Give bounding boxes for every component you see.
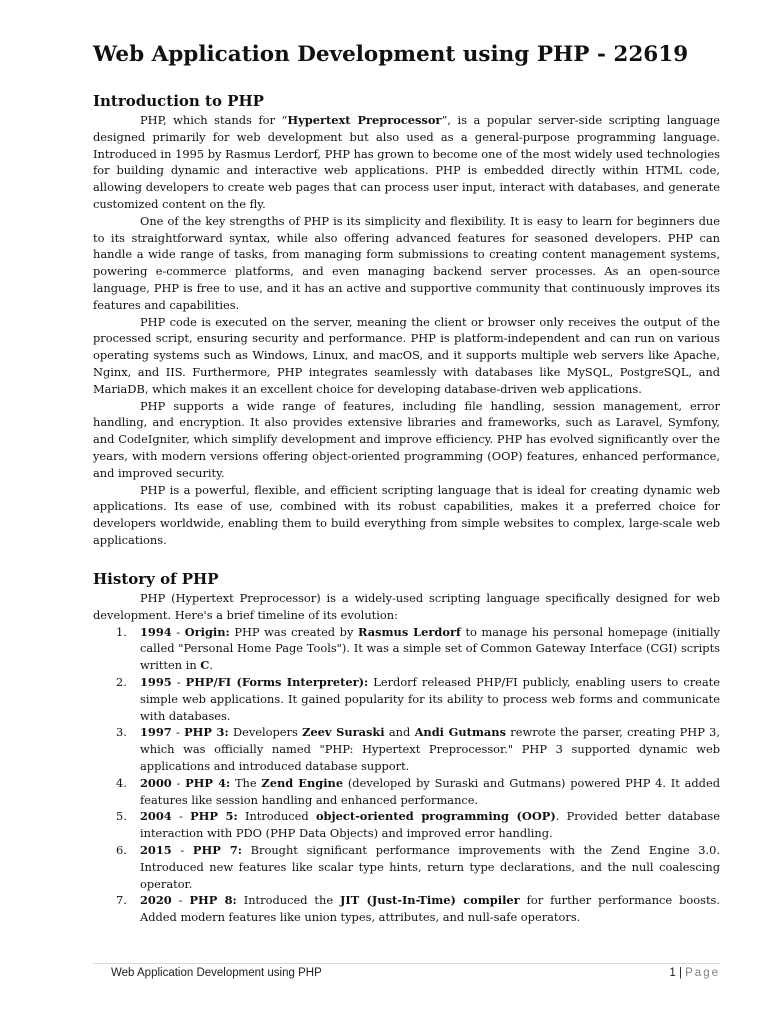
list-number: 5. <box>116 809 127 824</box>
list-number: 7. <box>116 893 127 908</box>
text-run: ”, is a popular server-side scripting language designed primarily for web development but also used as a general-purpose programming language. Introduced in 1995 by Rasmus Lerdorf, PHP has grown to become one of the most widely used technologies for building dynamic and interactive web applications. PHP is embedded directly within HTML code, allowing developers to create web pages that can process user input, interact with databases, and generate customized content on the fly. <box>93 113 721 211</box>
page-number-value: 1 <box>669 967 676 979</box>
text-run: - <box>171 624 185 639</box>
timeline-year: 2015 <box>140 842 172 857</box>
text-run: and <box>384 725 415 740</box>
text-run: - <box>171 674 186 689</box>
text-run: Lerdorf released PHP/FI publicly, enabling users to create simple web applications. It gained popularity for its ability to process web forms and communicate with databases. <box>140 674 721 723</box>
timeline-label: PHP 8: <box>189 893 237 908</box>
text-run: PHP was created by <box>229 624 358 639</box>
text-run: - <box>171 842 193 857</box>
history-heading: History of PHP <box>93 570 219 588</box>
text-run: Brought significant performance improvements with the Zend Engine 3.0. Introduced new features like scalar type hints, return type declarations, and the null coalescing operator. <box>140 842 720 891</box>
text-run: - <box>171 809 191 824</box>
timeline-label: PHP 4: <box>185 775 231 790</box>
page-number <box>669 967 720 979</box>
timeline-label: PHP 7: <box>192 842 242 857</box>
text-run: PHP, which stands for “ <box>140 113 288 127</box>
page-word: Page <box>685 967 720 979</box>
text-run: - <box>171 893 190 908</box>
intro-paragraph-4: PHP supports a wide range of features, including file handling, session management, error handling, and encryption. It also provides extensive libraries and frameworks, such as Laravel, Symfony, and CodeIgniter, which simplify development and improve efficiency. PHP has evolved significantly over the years, with modern versions offering object-oriented programming (OOP) features, enhanced performance, and improved security. <box>93 398 720 480</box>
timeline-item <box>93 624 720 674</box>
text-run: Developers <box>228 725 303 740</box>
text-run: to manage his personal homepage (initially called "Personal Home Page Tools"). It was a simple set of Common Gateway Interface (CGI) scripts written in <box>140 624 720 673</box>
intro-heading: Introduction to PHP <box>93 92 264 110</box>
text-run: (developed by Suraski and Gutmans) powered PHP 4. It added features like session handling and enhanced performance. <box>140 775 720 807</box>
text-run: The <box>230 775 262 790</box>
timeline-item <box>93 808 720 842</box>
intro-paragraph-2: One of the key strengths of PHP is its simplicity and flexibility. It is easy to learn for beginners due to its straightforward syntax, while also offering advanced features for seasoned developers. PHP can handle a wide range of tasks, from managing form submissions to creating content management systems, powering e-commerce platforms, and even managing backend server processes. As an open-source language, PHP is free to use, and it has an active and supportive community that continuously improves its features and capabilities. <box>93 213 720 312</box>
bold-term: Andi Gutmans <box>414 725 506 740</box>
intro-paragraph-5: PHP is a powerful, flexible, and efficient scripting language that is ideal for creating dynamic web applications. Its ease of use, combined with its robust capabilities, makes it a preferred choice for developers worldwide, enabling them to build everything from simple websites to complex, large-scale web applications. <box>93 482 720 547</box>
intro-section <box>93 112 720 549</box>
list-number: 6. <box>116 842 127 857</box>
text-run: - <box>171 725 185 740</box>
timeline-label: PHP 5: <box>190 809 238 824</box>
timeline-year: 1994 <box>140 624 172 639</box>
timeline-label: Origin: <box>184 624 230 639</box>
bold-term: Zeev Suraski <box>302 725 385 740</box>
list-number: 2. <box>116 674 127 689</box>
bold-term: Hypertext Preprocessor <box>287 113 442 127</box>
timeline-year: 2004 <box>140 809 172 824</box>
text-run: . <box>209 658 213 673</box>
timeline-item <box>93 724 720 774</box>
list-number: 4. <box>116 775 127 790</box>
timeline-year: 2000 <box>140 775 172 790</box>
timeline-label: PHP 3: <box>184 725 229 740</box>
timeline-year: 2020 <box>140 893 172 908</box>
history-lead: PHP (Hypertext Preprocessor) is a widely-used scripting language specifically designed for web development. Here's a brief timeline of its evolution: <box>93 591 720 622</box>
page-footer <box>93 963 720 986</box>
timeline-year: 1997 <box>140 725 172 740</box>
text-run: for further performance boosts. Added modern features like union types, attributes, and null-safe operators. <box>140 893 721 925</box>
bold-term: object-oriented programming (OOP) <box>315 809 556 824</box>
bold-term: Rasmus Lerdorf <box>357 624 461 639</box>
timeline-list <box>93 624 720 926</box>
bold-term: JIT (Just-In-Time) compiler <box>340 893 520 908</box>
history-section <box>93 590 720 926</box>
text-run: rewrote the parser, creating PHP 3, which was officially named "PHP: Hypertext Preprocessor." PHP 3 supported dynamic web applications and introduced database support. <box>140 725 720 773</box>
text-run: Introduced the <box>236 893 341 908</box>
timeline-item <box>93 892 720 926</box>
text-run: Introduced <box>237 809 316 824</box>
bold-term: C <box>200 658 210 673</box>
intro-paragraph-3: PHP code is executed on the server, meaning the client or browser only receives the output of the processed script, ensuring security and performance. PHP is platform-independent and can run on various operating systems such as Windows, Linux, and macOS, and it supports multiple web servers like Apache, Nginx, and IIS. Furthermore, PHP integrates seamlessly with databases like MySQL, PostgreSQL, and MariaDB, which makes it an excellent choice for developing database-driven web applications. <box>93 314 720 396</box>
page-title: Web Application Development using PHP - 22619 <box>93 42 689 67</box>
timeline-item <box>93 775 720 809</box>
list-number: 3. <box>116 725 127 740</box>
page-separator: | <box>675 967 686 979</box>
intro-paragraph-1 <box>93 112 720 213</box>
text-run: . Provided better database interaction with PDO (PHP Data Objects) and improved error handling. <box>140 809 720 841</box>
bold-term: Zend Engine <box>261 775 344 790</box>
timeline-item <box>93 842 720 892</box>
timeline-label: PHP/FI (Forms Interpreter): <box>185 674 369 689</box>
list-number: 1. <box>116 624 127 639</box>
footer-title: Web Application Development using PHP <box>111 967 322 979</box>
timeline-item <box>93 674 720 724</box>
timeline-year: 1995 <box>140 674 172 689</box>
text-run: - <box>171 775 186 790</box>
